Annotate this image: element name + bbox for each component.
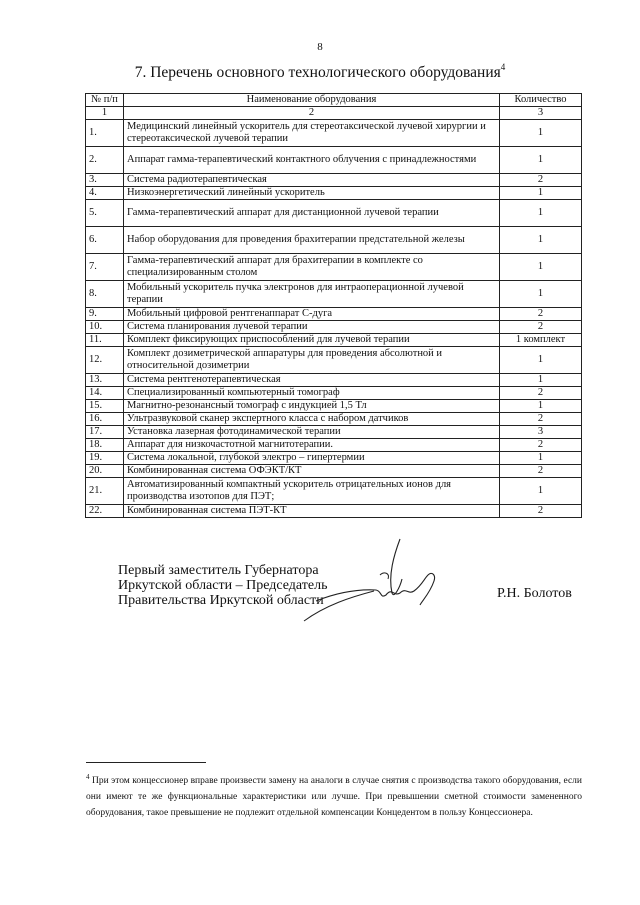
equipment-name: Медицинский линейный ускоритель для стереотаксической лучевой хирургии и стереотаксической лучевой терапии (124, 120, 500, 147)
position-line: Правительства Иркутской области (118, 593, 324, 608)
equipment-name: Система радиотерапевтическая (124, 174, 500, 187)
row-number: 21. (86, 478, 124, 505)
column-number: 2 (124, 107, 500, 120)
equipment-name: Специализированный компьютерный томограф (124, 387, 500, 400)
equipment-name: Мобильный ускоритель пучка электронов для интраоперационной лучевой терапии (124, 281, 500, 308)
equipment-name: Аппарат гамма-терапевтический контактного облучения с принадлежностями (124, 147, 500, 174)
row-number: 5. (86, 200, 124, 227)
page-number: 8 (317, 41, 323, 53)
table-row (86, 120, 582, 147)
section-title-text: 7. Перечень основного технологического оборудования (134, 64, 501, 81)
table-row (86, 465, 582, 478)
header-name: Наименование оборудования (124, 94, 500, 107)
equipment-name: Магнитно-резонансный томограф с индукцией 1,5 Тл (124, 400, 500, 413)
equipment-name: Мобильный цифровой рентгенаппарат С-дуга (124, 308, 500, 321)
equipment-name: Установка лазерная фотодинамической терапии (124, 426, 500, 439)
quantity: 2 (500, 387, 582, 400)
quantity: 1 (500, 281, 582, 308)
table-row (86, 187, 582, 200)
row-number: 20. (86, 465, 124, 478)
equipment-name: Комплект фиксирующих приспособлений для лучевой терапии (124, 334, 500, 347)
table-row (86, 254, 582, 281)
quantity: 3 (500, 426, 582, 439)
equipment-name: Гамма-терапевтический аппарат для брахитерапии в комплекте со специализированным столом (124, 254, 500, 281)
footnote (86, 769, 582, 821)
footnote-divider (86, 762, 206, 763)
header-number: № п/п (86, 94, 124, 107)
handwritten-signature (296, 535, 461, 625)
equipment-table (85, 93, 582, 518)
quantity: 1 (500, 254, 582, 281)
table-row (86, 505, 582, 518)
row-number: 12. (86, 347, 124, 374)
equipment-name: Комбинированная система ОФЭКТ/КТ (124, 465, 500, 478)
equipment-name: Комбинированная система ПЭТ-КТ (124, 505, 500, 518)
equipment-name: Система планирования лучевой терапии (124, 321, 500, 334)
quantity: 1 (500, 452, 582, 465)
column-number: 3 (500, 107, 582, 120)
table-row (86, 334, 582, 347)
quantity: 2 (500, 505, 582, 518)
quantity: 1 (500, 120, 582, 147)
quantity: 1 (500, 478, 582, 505)
equipment-name: Система рентгенотерапевтическая (124, 374, 500, 387)
quantity: 2 (500, 465, 582, 478)
equipment-name: Набор оборудования для проведения брахитерапии предстательной железы (124, 227, 500, 254)
quantity: 2 (500, 174, 582, 187)
row-number: 6. (86, 227, 124, 254)
quantity: 1 комплект (500, 334, 582, 347)
equipment-name: Гамма-терапевтический аппарат для дистанционной лучевой терапии (124, 200, 500, 227)
equipment-name: Система локальной, глубокой электро – гипертермии (124, 452, 500, 465)
table-row (86, 347, 582, 374)
table-body (86, 120, 582, 518)
table-header-row (86, 94, 582, 107)
position-line: Иркутской области – Председатель (118, 578, 328, 593)
table-row (86, 387, 582, 400)
row-number: 17. (86, 426, 124, 439)
footnote-mark: 4 (86, 773, 90, 781)
row-number: 11. (86, 334, 124, 347)
row-number: 1. (86, 120, 124, 147)
quantity: 1 (500, 400, 582, 413)
quantity: 1 (500, 187, 582, 200)
column-number-row (86, 107, 582, 120)
table-row (86, 174, 582, 187)
quantity: 2 (500, 308, 582, 321)
signer-name: Р.Н. Болотов (497, 586, 572, 601)
row-number: 18. (86, 439, 124, 452)
equipment-name: Низкоэнергетический линейный ускоритель (124, 187, 500, 200)
quantity: 1 (500, 147, 582, 174)
row-number: 4. (86, 187, 124, 200)
table-row (86, 439, 582, 452)
row-number: 7. (86, 254, 124, 281)
equipment-name: Ультразвуковой сканер экспертного класса с набором датчиков (124, 413, 500, 426)
table-row (86, 413, 582, 426)
table-row (86, 374, 582, 387)
section-title (0, 62, 640, 82)
equipment-name: Автоматизированный компактный ускоритель отрицательных ионов для производства изотопов для ПЭТ; (124, 478, 500, 505)
row-number: 19. (86, 452, 124, 465)
row-number: 3. (86, 174, 124, 187)
row-number: 2. (86, 147, 124, 174)
table-row (86, 426, 582, 439)
table-row (86, 308, 582, 321)
quantity: 2 (500, 321, 582, 334)
row-number: 16. (86, 413, 124, 426)
row-number: 10. (86, 321, 124, 334)
quantity: 1 (500, 200, 582, 227)
position-line: Первый заместитель Губернатора (118, 563, 319, 578)
table-row (86, 452, 582, 465)
footnote-reference: 4 (500, 62, 506, 72)
table-row (86, 321, 582, 334)
row-number: 9. (86, 308, 124, 321)
table-row (86, 478, 582, 505)
row-number: 14. (86, 387, 124, 400)
table-row (86, 227, 582, 254)
table-row (86, 281, 582, 308)
table-row (86, 400, 582, 413)
quantity: 2 (500, 439, 582, 452)
equipment-name: Аппарат для низкочастотной магнитотерапии. (124, 439, 500, 452)
quantity: 1 (500, 347, 582, 374)
quantity: 2 (500, 413, 582, 426)
equipment-name: Комплект дозиметрической аппаратуры для проведения абсолютной и относительной дозиметрии (124, 347, 500, 374)
header-quantity: Количество (500, 94, 582, 107)
row-number: 15. (86, 400, 124, 413)
row-number: 22. (86, 505, 124, 518)
column-number: 1 (86, 107, 124, 120)
row-number: 13. (86, 374, 124, 387)
quantity: 1 (500, 227, 582, 254)
row-number: 8. (86, 281, 124, 308)
table-row (86, 200, 582, 227)
footnote-text: При этом концессионер вправе произвести замену на аналоги в случае снятия с производства такого оборудования, если они имеют те же функциональные характеристики или лучше. При превышении сметной стоимости замененного оборудования, такое превышение не подлежит отдельной компенсации Концедентом в пользу Концессионера. (86, 776, 582, 818)
table-row (86, 147, 582, 174)
quantity: 1 (500, 374, 582, 387)
